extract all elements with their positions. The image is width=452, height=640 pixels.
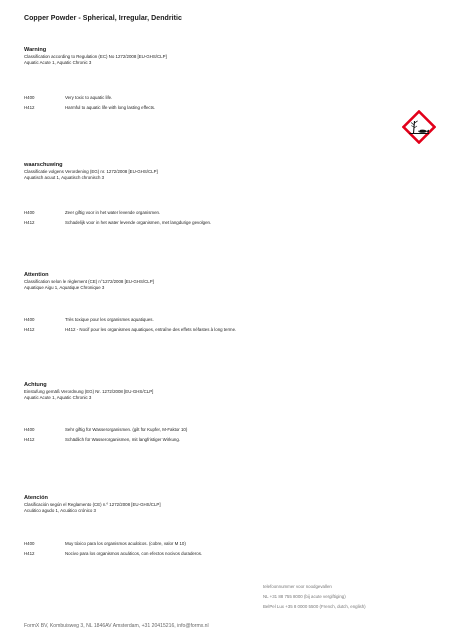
hazard-code: H400: [24, 95, 35, 100]
ghs09-environment-icon: [402, 110, 436, 144]
classification-line: Classificatie volgens Verordening (EG) nr. 1272/2008 [EU-GHS/CLP]: [24, 169, 158, 174]
classification-line: Classification selon le règlement (CE) n°1272/2008 [EU-GHS/CLP]: [24, 279, 154, 284]
section-dutch: [24, 162, 424, 232]
hazard-text: Muy tóxico para los organismos acuáticos. (cobre, valor M 10): [65, 541, 186, 546]
hazard-code: H400: [24, 210, 35, 215]
hazard-text: Zeer giftig voor in het water levende organismen.: [65, 210, 161, 215]
hazard-text: Sehr giftig für Wasserorganismen. (gilt für Kupfer, M-Faktor 10): [65, 427, 188, 432]
hazard-category-line: Aquatique Aigu 1, Aquatique Chronique 3: [24, 284, 105, 290]
section-french: [24, 272, 424, 342]
hazard-category-line: Aquatisch acuut 1, Aquatisch chronisch 3: [24, 174, 105, 180]
hazard-code: H400: [24, 427, 35, 432]
section-heading: Achtung: [24, 382, 47, 388]
hazard-text: Nocivo para los organismos acuáticos, con efectos nocivos duraderos.: [65, 551, 203, 556]
section-heading: Warning: [24, 47, 47, 53]
hazard-code: H412: [24, 551, 35, 556]
classification-line: Classification according to Regulation (EC) No 1272/2008 [EU-GHS/CLP]: [24, 54, 167, 59]
hazard-category-line: Acuático agudo 1, Acuático crónico 3: [24, 507, 97, 513]
hazard-text: Très toxique pour les organismes aquatiques.: [65, 317, 154, 322]
contact-line: NL +31 88 755 8000 (bij acute vergiftiging): [263, 594, 346, 599]
hazard-code: H412: [24, 327, 35, 332]
contact-line: telefoonnummer voor noodgevallen: [263, 584, 332, 589]
emergency-contact: [263, 582, 443, 612]
hazard-category-line: Aquatic Acute 1, Aquatic Chronic 3: [24, 59, 92, 65]
hazard-text: Harmful to aquatic life with long lasting effects.: [65, 105, 156, 110]
hazard-text: Schädlich für Wasserorganismen, mit langfristiger Wirkung.: [65, 437, 181, 442]
document-title: Copper Powder - Spherical, Irregular, Dendritic: [24, 15, 182, 22]
company-footer: FormX BV, Kombuisweg 3, NL 1846AV Amsterdam, +31 20415216, info@formx.nl: [24, 623, 209, 629]
contact-line: BelPel Lux +35 8 0000 5500 (French, dutch, english): [263, 604, 366, 609]
section-english: [24, 47, 424, 117]
hazard-code: H400: [24, 317, 35, 322]
hazard-category-line: Aquatic Acute 1, Aquatic Chronic 3: [24, 394, 92, 400]
section-german: [24, 382, 424, 452]
section-spanish: [24, 495, 424, 565]
hazard-code: H412: [24, 105, 35, 110]
classification-line: Clasificación según el Reglamento (CE) n.º 1272/2008 [EU-GHS/CLP]: [24, 502, 161, 507]
hazard-text: Schadelijk voor in het water levende organismen, met langdurige gevolgen.: [65, 220, 212, 225]
hazard-code: H412: [24, 437, 35, 442]
classification-line: Einstufung gemäß Verordnung (EG) Nr. 1272/2008 [EU-GHS/CLP]: [24, 389, 154, 394]
hazard-code: H400: [24, 541, 35, 546]
hazard-code: H412: [24, 220, 35, 225]
section-heading: Atención: [24, 495, 48, 501]
section-heading: waarschuwing: [24, 162, 63, 168]
section-heading: Attention: [24, 272, 49, 278]
hazard-text: Very toxic to aquatic life.: [65, 95, 113, 100]
hazard-text: H412 - Nocif pour les organismes aquatiques, entraîne des effets néfastes à long terme.: [65, 327, 237, 332]
